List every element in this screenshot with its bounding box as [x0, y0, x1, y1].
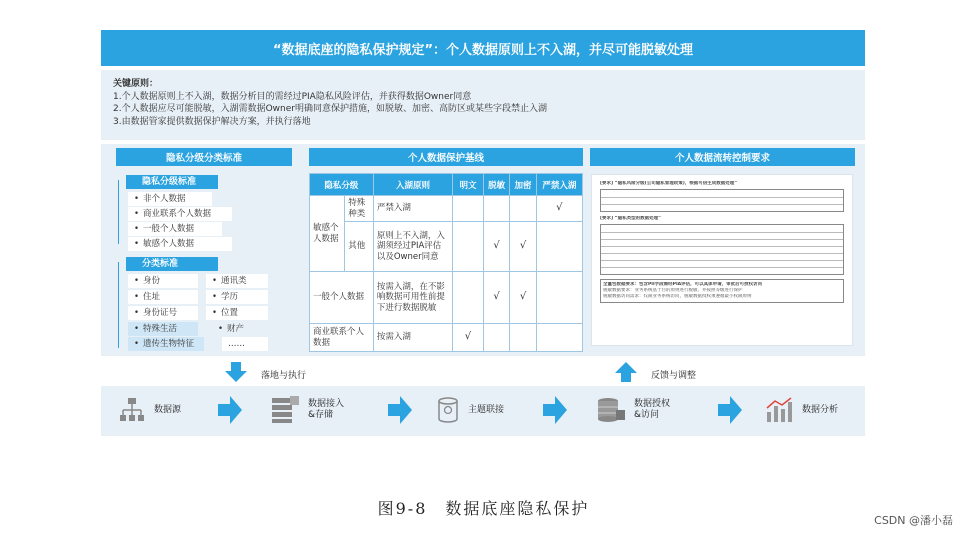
- table-cell-rule: 严禁入湖: [373, 196, 452, 222]
- flow-step-label: 数据分析: [802, 404, 839, 415]
- table-cell-check: [536, 222, 582, 272]
- table-cell-level: 一般个人数据: [310, 272, 374, 324]
- table-header: 加密: [510, 174, 536, 196]
- principles-heading: 关键原则：: [113, 79, 159, 89]
- server-icon: [270, 396, 300, 424]
- grading-item: • 敏感个人数据: [128, 237, 232, 251]
- classification-bracket: [118, 262, 119, 348]
- grading-item: • 一般个人数据: [128, 222, 222, 236]
- table-row: [310, 222, 583, 272]
- table-row: [310, 272, 583, 324]
- flow-step-label: 数据源: [154, 404, 182, 415]
- class-item: ……: [222, 337, 268, 351]
- class-item: • 财产: [218, 324, 245, 334]
- up-arrow-icon: [615, 362, 637, 382]
- grading-item: • 商业联系个人数据: [128, 207, 232, 221]
- table-cell-check: [453, 272, 484, 324]
- table-cell-check: [483, 196, 509, 222]
- principle-item: 1.个人数据原则上不入湖，数据分析目的需经过PIA隐私风险评估，并获得数据Owner同意: [113, 91, 472, 102]
- doc-requirements-box: [600, 279, 844, 303]
- table-cell-check: [536, 272, 582, 324]
- table-cell-rule: 按需入湖，在不影响数据可用性前提下进行数据脱敏: [373, 272, 452, 324]
- data-access-icon: [596, 396, 626, 424]
- down-arrow-icon: [225, 362, 247, 382]
- table-cell-check: √: [536, 196, 582, 222]
- class-item: • 学历: [206, 290, 268, 304]
- table-header: 明文: [453, 174, 484, 196]
- class-item: • 遗传生物特征: [128, 337, 204, 351]
- class-item: • 身份证号: [128, 306, 198, 320]
- table-header: 严禁入湖: [536, 174, 582, 196]
- deploy-label: 落地与执行: [261, 371, 307, 381]
- table-cell-level: 商业联系个人数据: [310, 324, 374, 352]
- grading-bracket: [118, 180, 119, 244]
- table-cell-rule: 原则上不入湖，入湖须经过PIA评估以及Owner同意: [373, 222, 452, 272]
- table-cell-check: √: [453, 324, 484, 352]
- table-header: 入湖原则: [373, 174, 452, 196]
- table-row: [310, 324, 583, 352]
- class-item: • 特殊生活: [128, 322, 198, 336]
- classification-tag: 分类标准: [126, 257, 218, 271]
- doc-line: [要求] “隐私类型的数据处理”: [600, 216, 662, 221]
- flow-step: [270, 396, 344, 424]
- table-row: [310, 196, 583, 222]
- watermark: CSDN @潘小磊: [874, 514, 953, 527]
- table-cell-sub: 特殊种类: [345, 196, 374, 222]
- table-cell-check: [453, 222, 484, 272]
- table-header-row: [310, 174, 583, 196]
- flow-step: [764, 396, 838, 424]
- table-cell-rule: 按需入湖: [373, 324, 452, 352]
- doc-mini-table: [600, 224, 844, 275]
- col-header-flow-control: 个人数据流转控制要求: [590, 148, 855, 166]
- col-header-baseline: 个人数据保护基线: [309, 148, 583, 166]
- right-arrow-icon: [543, 396, 567, 424]
- right-arrow-icon: [718, 396, 742, 424]
- class-item: • 身份: [128, 274, 198, 288]
- flow-step-label: 主题联接: [468, 404, 505, 415]
- table-cell-check: [510, 196, 536, 222]
- table-cell-sub: 其他: [345, 222, 374, 272]
- doc-line: 脱敏数据访问需求：仅限业务系统访问，脱敏数据授权须遵循最小权限原则: [603, 294, 752, 299]
- banner-title: “数据底座的隐私保护规定”：个人数据原则上不入湖，并尽可能脱敏处理: [101, 30, 865, 66]
- right-arrow-icon: [388, 396, 412, 424]
- principles-box: [101, 70, 865, 140]
- table-cell-check: √: [510, 272, 536, 324]
- table-cell-check: [483, 324, 509, 352]
- flow-step: [596, 396, 670, 424]
- figure-caption: 图9-8 数据底座隐私保护: [377, 499, 590, 518]
- right-arrow-icon: [218, 396, 242, 424]
- grading-tag: 隐私分级标准: [126, 175, 218, 189]
- principle-item: 3.由数据管家提供数据保护解决方案，并执行落地: [113, 116, 311, 127]
- network-icon: [118, 396, 146, 424]
- doc-line: 全量包数据要求：包含PII字段需经PIA评估，可以具体申请，审批后可授权访问: [603, 282, 763, 287]
- table-cell-check: √: [510, 222, 536, 272]
- flow-step-label: 数据授权 &访问: [634, 399, 671, 420]
- flow-control-document: [591, 174, 853, 346]
- class-item: • 位置: [206, 306, 268, 320]
- table-cell-check: [453, 196, 484, 222]
- feedback-label: 反馈与调整: [651, 371, 697, 381]
- table-cell-check: [510, 324, 536, 352]
- class-item: • 住址: [128, 290, 198, 304]
- col-header-grading: 隐私分级分类标准: [116, 148, 292, 166]
- flow-step: [118, 396, 181, 424]
- table-cell-check: √: [483, 222, 509, 272]
- protection-baseline-table: [309, 173, 583, 352]
- grading-item: • 非个人数据: [128, 192, 212, 206]
- doc-line: [要求] “隐私风险分级(公司隐私管理政策)，根据可信生成数据处理”: [600, 181, 738, 186]
- principle-item: 2.个人数据应尽可能脱敏，入湖需数据Owner明确同意保护措施，如脱敏、加密、高防区或某些字段禁止入湖: [113, 104, 547, 114]
- table-cell-check: √: [483, 272, 509, 324]
- table-cell-level: 敏感个人数据: [310, 196, 345, 272]
- doc-line: 脱敏数据要求：业务系统基于目的原则进行脱敏，并按照等级进行保护: [603, 288, 743, 293]
- table-header: 脱敏: [483, 174, 509, 196]
- analytics-chart-icon: [764, 396, 794, 424]
- database-icon: [436, 396, 460, 424]
- doc-mini-table: [600, 189, 844, 212]
- flow-step: [436, 396, 504, 424]
- table-cell-check: [536, 324, 582, 352]
- class-item: • 通讯类: [206, 274, 268, 288]
- table-header: 隐私分级: [310, 174, 374, 196]
- flow-step-label: 数据接入 &存储: [308, 399, 345, 420]
